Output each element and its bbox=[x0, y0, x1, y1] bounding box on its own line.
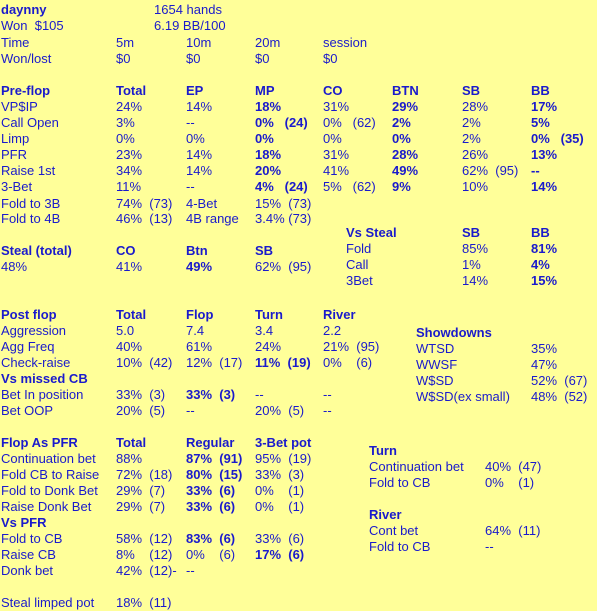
river-cbet-value: 64% (11) bbox=[485, 523, 541, 538]
preflop-cell: 14% bbox=[186, 147, 213, 162]
postflop-cell: 2.2 bbox=[323, 323, 342, 338]
preflop-row-label: VP$IP bbox=[1, 99, 38, 114]
preflop-cell: 29% bbox=[392, 99, 419, 114]
preflop-cell: 11% bbox=[116, 179, 142, 194]
turn-fold-cb-label: Fold to CB bbox=[369, 475, 431, 490]
flop-pfr-col-header: 3-Bet pot bbox=[255, 435, 312, 450]
vs-steal-cell: 4% bbox=[531, 257, 550, 272]
wonlost-value: $0 bbox=[323, 51, 338, 66]
postflop-cell: 5.0 bbox=[116, 323, 135, 338]
showdown-label: WTSD bbox=[416, 341, 455, 356]
steal-limped-label: Steal limped pot bbox=[1, 595, 95, 610]
steal-total-header: Steal (total) bbox=[1, 243, 72, 258]
time-period: 20m bbox=[255, 35, 281, 50]
preflop-cell: 9% bbox=[392, 179, 411, 194]
postflop-cell: 7.4 bbox=[186, 323, 205, 338]
preflop-row-label: 3-Bet bbox=[1, 179, 33, 194]
steal-value: 41% bbox=[116, 259, 143, 274]
preflop-cell: 10% bbox=[462, 179, 489, 194]
showdown-value: 47% bbox=[531, 357, 558, 372]
vs-steal-col: BB bbox=[531, 225, 550, 240]
flop-pfr-cell: 87% (91) bbox=[186, 451, 243, 466]
fold-4b-label: Fold to 4B bbox=[1, 211, 61, 226]
turn-cbet-label: Continuation bet bbox=[369, 459, 464, 474]
vs-pfr-cell: 58% (12) bbox=[116, 531, 173, 546]
missed-cell: -- bbox=[255, 387, 264, 402]
postflop-cell: 12% (17) bbox=[186, 355, 243, 370]
steal-value: 48% bbox=[1, 259, 28, 274]
wonlost-label: Won/lost bbox=[1, 51, 52, 66]
vs-steal-cell: 85% bbox=[462, 241, 489, 256]
postflop-col-header: River bbox=[323, 307, 356, 322]
preflop-cell: 18% bbox=[255, 147, 282, 162]
vs-pfr-cell: 8% (12) bbox=[116, 547, 173, 562]
4b-range-value: 3.4% (73) bbox=[255, 211, 312, 226]
preflop-cell: 2% bbox=[462, 131, 481, 146]
hands-count: 1654 hands bbox=[154, 2, 222, 17]
preflop-cell: 28% bbox=[392, 147, 419, 162]
preflop-col-header: CO bbox=[323, 83, 343, 98]
missed-cell: -- bbox=[323, 387, 332, 402]
preflop-cell: 4% (24) bbox=[255, 179, 308, 194]
vs-pfr-cell: 83% (6) bbox=[186, 531, 236, 546]
preflop-cell: 20% bbox=[255, 163, 282, 178]
postflop-cell: 21% (95) bbox=[323, 339, 380, 354]
vs-pfr-row-label: Raise CB bbox=[1, 547, 56, 562]
flop-pfr-cell: 33% (3) bbox=[255, 467, 305, 482]
time-label: Time bbox=[1, 35, 30, 50]
flop-pfr-cell: 29% (7) bbox=[116, 499, 166, 514]
preflop-cell: 17% bbox=[531, 99, 558, 114]
flop-pfr-cell: 88% bbox=[116, 451, 143, 466]
river-fold-cb-value: -- bbox=[485, 539, 494, 554]
missed-cell: 20% (5) bbox=[116, 403, 166, 418]
preflop-col-header: MP bbox=[255, 83, 275, 98]
vs-pfr-cell: 42% (12)- bbox=[116, 563, 177, 578]
preflop-cell: -- bbox=[186, 115, 195, 130]
missed-cell: -- bbox=[323, 403, 332, 418]
vs-steal-cell: 81% bbox=[531, 241, 558, 256]
showdown-label: W$SD bbox=[416, 373, 454, 388]
vs-pfr-cell: 33% (6) bbox=[255, 531, 305, 546]
vs-steal-cell: 15% bbox=[531, 273, 558, 288]
postflop-col-header: Post flop bbox=[1, 307, 57, 322]
preflop-cell: 41% bbox=[323, 163, 350, 178]
preflop-cell: 0% bbox=[392, 131, 411, 146]
4b-range-label: 4B range bbox=[186, 211, 239, 226]
preflop-col-header: BB bbox=[531, 83, 550, 98]
river-header: River bbox=[369, 507, 402, 522]
preflop-cell: 5% bbox=[531, 115, 550, 130]
vs-pfr-cell: -- bbox=[186, 563, 195, 578]
showdowns-header: Showdowns bbox=[416, 325, 492, 340]
showdown-label: W$SD(ex small) bbox=[416, 389, 510, 404]
postflop-cell: 61% bbox=[186, 339, 213, 354]
wonlost-value: $0 bbox=[255, 51, 270, 66]
preflop-cell: 13% bbox=[531, 147, 558, 162]
preflop-row-label: Limp bbox=[1, 131, 30, 146]
preflop-row-label: Raise 1st bbox=[1, 163, 56, 178]
preflop-cell: 14% bbox=[531, 179, 558, 194]
steal-col: Btn bbox=[186, 243, 208, 258]
flop-pfr-col-header: Total bbox=[116, 435, 147, 450]
flop-pfr-cell: 80% (15) bbox=[186, 467, 243, 482]
preflop-col-header: EP bbox=[186, 83, 204, 98]
preflop-cell: 24% bbox=[116, 99, 143, 114]
showdown-label: WWSF bbox=[416, 357, 458, 372]
river-fold-cb-label: Fold to CB bbox=[369, 539, 431, 554]
postflop-row-label: Agg Freq bbox=[1, 339, 55, 354]
turn-cbet-value: 40% (47) bbox=[485, 459, 542, 474]
vs-pfr-cell: 0% (6) bbox=[186, 547, 236, 562]
flop-pfr-row-label: Fold CB to Raise bbox=[1, 467, 100, 482]
4bet-value: 15% (73) bbox=[255, 196, 312, 211]
flop-pfr-cell: 95% (19) bbox=[255, 451, 312, 466]
vs-steal-row-label: 3Bet bbox=[346, 273, 373, 288]
preflop-row-label: Call Open bbox=[1, 115, 59, 130]
preflop-cell: -- bbox=[531, 163, 540, 178]
preflop-cell: 2% bbox=[392, 115, 411, 130]
postflop-cell: 24% bbox=[255, 339, 282, 354]
steal-col: CO bbox=[116, 243, 136, 258]
turn-fold-cb-value: 0% (1) bbox=[485, 475, 535, 490]
missed-cell: 20% (5) bbox=[255, 403, 305, 418]
fold-3b-label: Fold to 3B bbox=[1, 196, 61, 211]
steal-limped-value: 18% (11) bbox=[116, 595, 172, 610]
missed-row-label: Bet OOP bbox=[1, 403, 54, 418]
river-cbet-label: Cont bet bbox=[369, 523, 419, 538]
4bet-label: 4-Bet bbox=[186, 196, 218, 211]
preflop-col-header: BTN bbox=[392, 83, 419, 98]
time-period: session bbox=[323, 35, 368, 50]
time-period: 5m bbox=[116, 35, 135, 50]
preflop-cell: 31% bbox=[323, 99, 350, 114]
vs-steal-row-label: Fold bbox=[346, 241, 372, 256]
won-amount: Won $105 bbox=[1, 18, 64, 33]
preflop-col-header: Pre-flop bbox=[1, 83, 51, 98]
preflop-cell: 0% bbox=[323, 131, 342, 146]
flop-pfr-cell: 33% (6) bbox=[186, 483, 236, 498]
wonlost-value: $0 bbox=[116, 51, 131, 66]
preflop-cell: 14% bbox=[186, 163, 213, 178]
missed-cb-header: Vs missed CB bbox=[1, 371, 88, 386]
flop-pfr-cell: 0% (1) bbox=[255, 483, 305, 498]
preflop-cell: 31% bbox=[323, 147, 350, 162]
postflop-cell: 3.4 bbox=[255, 323, 274, 338]
showdown-value: 48% (52) bbox=[531, 389, 588, 404]
vs-steal-col: SB bbox=[462, 225, 481, 240]
flop-pfr-col-header: Flop As PFR bbox=[1, 435, 78, 450]
postflop-cell: 40% bbox=[116, 339, 143, 354]
wonlost-value: $0 bbox=[186, 51, 201, 66]
preflop-cell: 23% bbox=[116, 147, 143, 162]
preflop-cell: 18% bbox=[255, 99, 282, 114]
postflop-cell: 0% (6) bbox=[323, 355, 373, 370]
preflop-cell: 0% (24) bbox=[255, 115, 308, 130]
preflop-row-label: PFR bbox=[1, 147, 27, 162]
preflop-cell: 0% (62) bbox=[323, 115, 376, 130]
missed-cell: 33% (3) bbox=[116, 387, 166, 402]
vs-pfr-cell: 17% (6) bbox=[255, 547, 305, 562]
preflop-cell: 2% bbox=[462, 115, 481, 130]
turn-header: Turn bbox=[369, 443, 397, 458]
flop-pfr-cell: 29% (7) bbox=[116, 483, 166, 498]
player-name: daynny bbox=[1, 2, 47, 17]
preflop-cell: 3% bbox=[116, 115, 135, 130]
postflop-cell: 10% (42) bbox=[116, 355, 173, 370]
steal-col: SB bbox=[255, 243, 274, 258]
preflop-cell: 34% bbox=[116, 163, 143, 178]
steal-value: 62% (95) bbox=[255, 259, 312, 274]
preflop-cell: 14% bbox=[186, 99, 213, 114]
vs-pfr-header: Vs PFR bbox=[1, 515, 47, 530]
bb-per-100: 6.19 BB/100 bbox=[154, 18, 226, 33]
flop-pfr-cell: 72% (18) bbox=[116, 467, 173, 482]
preflop-cell: 5% (62) bbox=[323, 179, 376, 194]
flop-pfr-row-label: Raise Donk Bet bbox=[1, 499, 92, 514]
preflop-cell: 62% (95) bbox=[462, 163, 519, 178]
preflop-cell: 0% bbox=[255, 131, 274, 146]
missed-cell: 33% (3) bbox=[186, 387, 236, 402]
postflop-col-header: Total bbox=[116, 307, 147, 322]
vs-steal-cell: 14% bbox=[462, 273, 489, 288]
vs-steal-row-label: Call bbox=[346, 257, 369, 272]
flop-pfr-cell: 33% (6) bbox=[186, 499, 236, 514]
preflop-cell: 28% bbox=[462, 99, 489, 114]
postflop-row-label: Check-raise bbox=[1, 355, 71, 370]
vs-pfr-row-label: Donk bet bbox=[1, 563, 54, 578]
fold-3b-value: 74% (73) bbox=[116, 196, 173, 211]
postflop-col-header: Turn bbox=[255, 307, 283, 322]
preflop-col-header: SB bbox=[462, 83, 481, 98]
flop-pfr-row-label: Continuation bet bbox=[1, 451, 96, 466]
postflop-row-label: Aggression bbox=[1, 323, 67, 338]
preflop-cell: 0% bbox=[116, 131, 135, 146]
preflop-cell: -- bbox=[186, 179, 195, 194]
preflop-col-header: Total bbox=[116, 83, 147, 98]
preflop-cell: 0% (35) bbox=[531, 131, 584, 146]
showdown-value: 52% (67) bbox=[531, 373, 588, 388]
flop-pfr-col-header: Regular bbox=[186, 435, 235, 450]
missed-cell: -- bbox=[186, 403, 195, 418]
missed-row-label: Bet In position bbox=[1, 387, 84, 402]
postflop-cell: 11% (19) bbox=[255, 355, 311, 370]
preflop-cell: 49% bbox=[392, 163, 419, 178]
showdown-value: 35% bbox=[531, 341, 558, 356]
vs-steal-cell: 1% bbox=[462, 257, 481, 272]
preflop-cell: 0% bbox=[186, 131, 205, 146]
postflop-col-header: Flop bbox=[186, 307, 214, 322]
time-period: 10m bbox=[186, 35, 212, 50]
vs-steal-header: Vs Steal bbox=[346, 225, 397, 240]
flop-pfr-cell: 0% (1) bbox=[255, 499, 305, 514]
steal-value: 49% bbox=[186, 259, 213, 274]
preflop-cell: 26% bbox=[462, 147, 489, 162]
flop-pfr-row-label: Fold to Donk Bet bbox=[1, 483, 98, 498]
fold-4b-value: 46% (13) bbox=[116, 211, 173, 226]
vs-pfr-row-label: Fold to CB bbox=[1, 531, 63, 546]
